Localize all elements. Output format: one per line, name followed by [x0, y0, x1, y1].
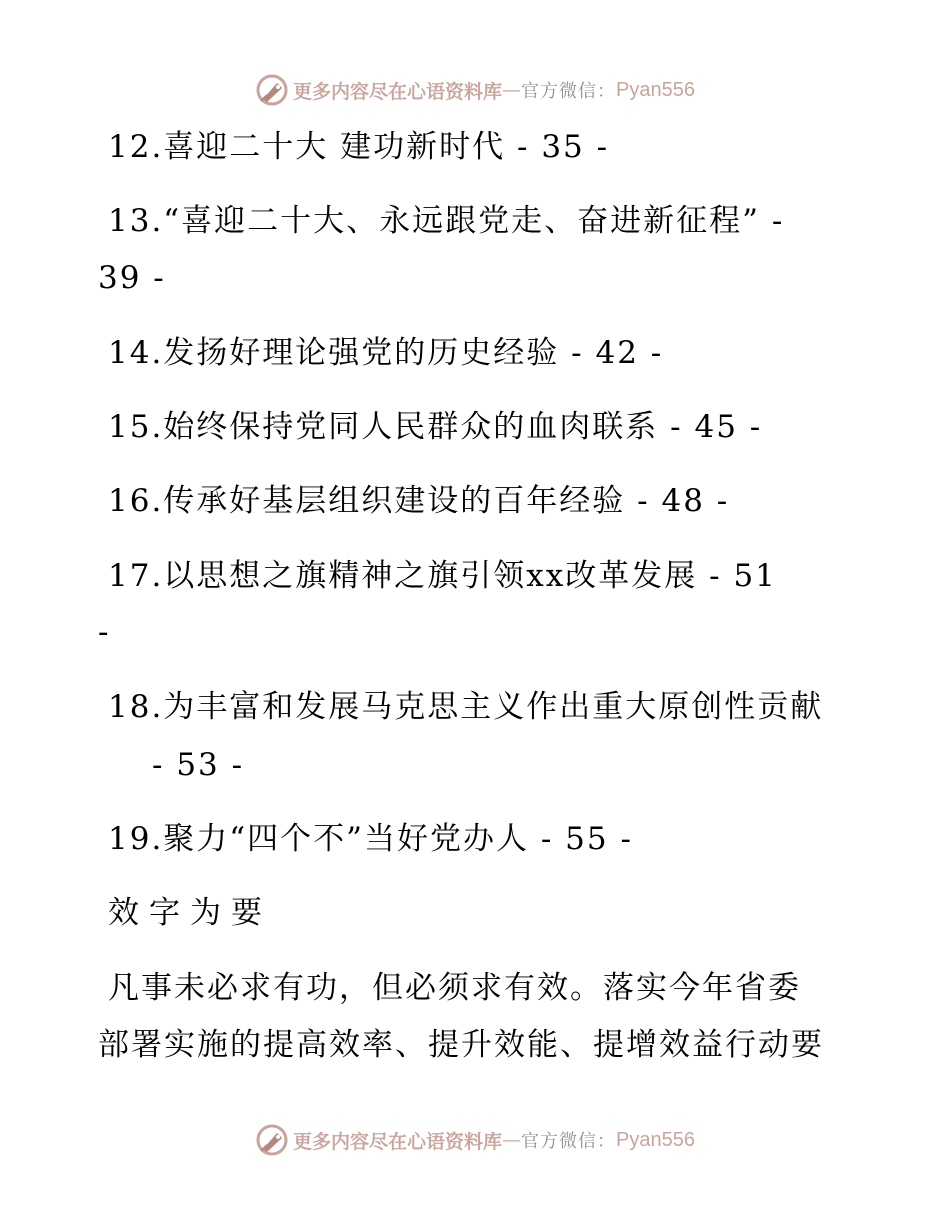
toc-entry-13: 13.“喜迎二十大、永远跟党走、奋进新征程” -: [108, 203, 785, 239]
toc-entry-17-continued: -: [98, 614, 111, 650]
footer-watermark: [0, 1120, 950, 1160]
body-paragraph-line-2: 部署实施的提高效率、提升效能、提增效益行动要: [98, 1027, 824, 1063]
header-watermark: [0, 70, 950, 110]
toc-entry-14: 14.发扬好理论强党的历史经验 - 42 -: [108, 335, 664, 371]
watermark-label: 官方微信：: [521, 1131, 617, 1152]
toc-entry-18: 18.为丰富和发展马克思主义作出重大原创性贡献: [108, 689, 824, 725]
watermark-dash: —: [502, 1129, 522, 1151]
pen-nib-logo-icon: [255, 73, 289, 107]
toc-entry-15: 15.始终保持党同人民群众的血肉联系 - 45 -: [108, 409, 763, 445]
toc-entry-17: 17.以思想之旗精神之旗引领xx改革发展 - 51: [108, 558, 777, 594]
section-heading: 效字为要: [108, 895, 272, 931]
watermark-wechat-id: Pyan556: [616, 78, 695, 101]
toc-entry-18-continued: - 53 -: [152, 747, 245, 783]
toc-entry-13-continued: 39 -: [98, 260, 166, 296]
toc-entry-16: 16.传承好基层组织建设的百年经验 - 48 -: [108, 483, 730, 519]
body-paragraph-line-1: 凡事未必求有功，但必须求有效。落实今年省委: [108, 970, 801, 1006]
toc-entry-19: 19.聚力“四个不”当好党办人 - 55 -: [108, 821, 633, 857]
watermark-dash: —: [502, 79, 522, 101]
watermark-wechat-id: Pyan556: [616, 1128, 695, 1151]
watermark-site-text: 更多内容尽在心语资料库: [293, 80, 503, 103]
toc-entry-12: 12.喜迎二十大 建功新时代 - 35 -: [108, 129, 610, 165]
pen-nib-logo-icon: [255, 1123, 289, 1157]
watermark-site-text: 更多内容尽在心语资料库: [293, 1130, 503, 1153]
watermark-label: 官方微信：: [521, 81, 617, 102]
